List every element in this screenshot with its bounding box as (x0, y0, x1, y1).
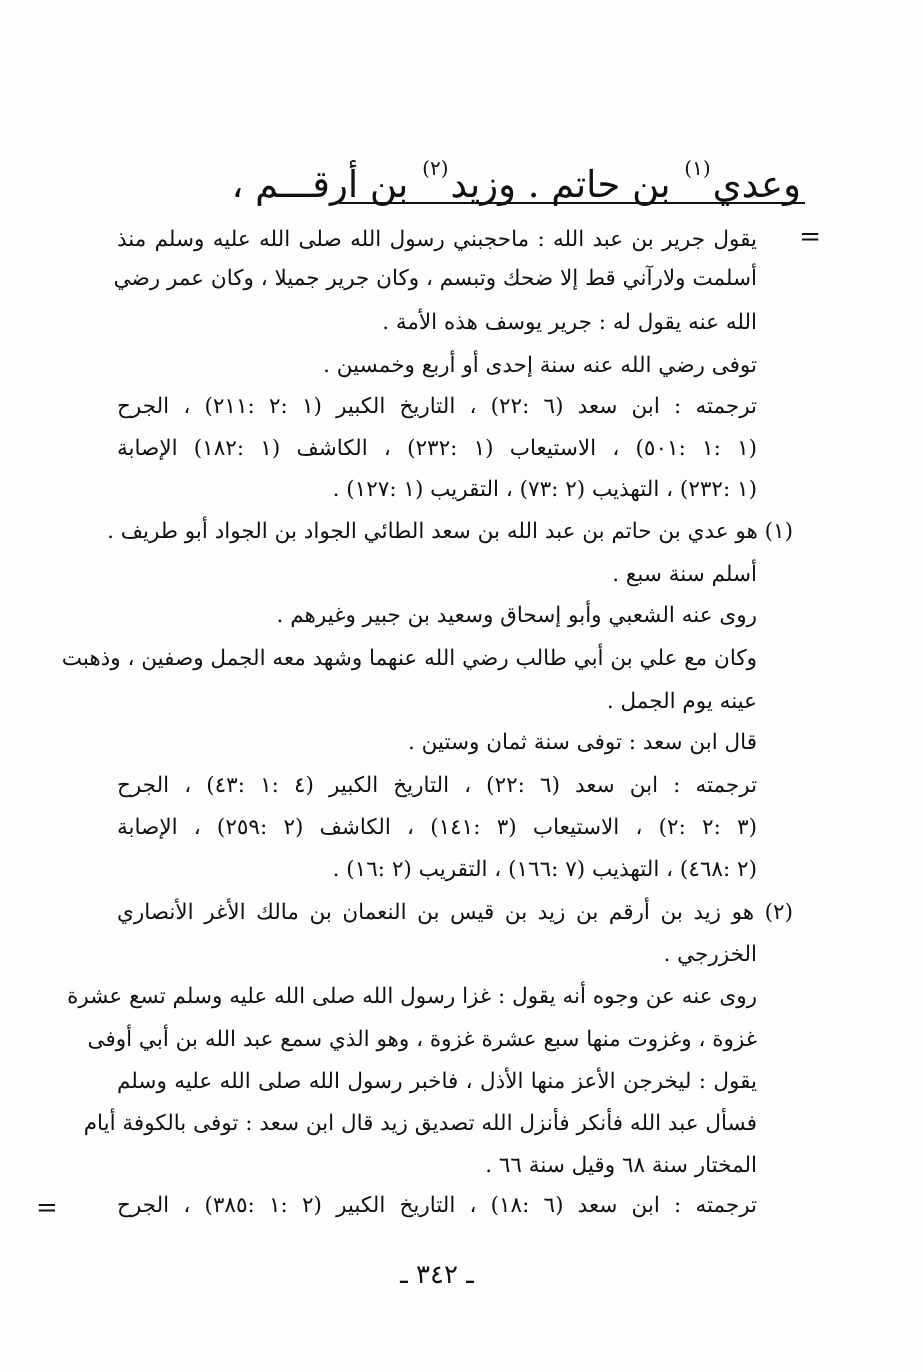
text-line: ترجمته : ابن سعد (٦ :٢٢) ، التاريخ الكبير (١ :٢ :٢١١) ، الجرح (117, 394, 758, 419)
text-line: يقول : ليخرجن الأعز منها الأذل ، فاخبر رسول الله صلى الله عليه وسلم (117, 1069, 757, 1094)
text-line: روى عنه الشعبي وأبو إسحاق وسعيد بن جبير وغيرهم . (276, 603, 757, 628)
heading-suffix: بن أرقـــم ، (231, 163, 409, 206)
text-line: ترجمته : ابن سعد (٦ :٢٢) ، التاريخ الكبير (٤ :١ :٤٣) ، الجرح (117, 773, 758, 798)
page-number: ـ ٣٤٢ ـ (400, 1260, 474, 1290)
text-line: (١ :١ :٥٠١) ، الاستيعاب (١ :٢٣٢) ، الكاشف (١ :١٨٢) الإصابة (117, 436, 758, 461)
heading-rule (339, 202, 805, 204)
text-line: وكان مع علي بن أبي طالب رضي الله عنهما وشهد معه الجمل وصفين ، وذهبت (61, 646, 757, 671)
text-line: (٢ :٤٦٨) ، التهذيب (٧ :١٦٦) ، التقريب (٢ :١٦) . (332, 857, 757, 882)
text-line: فسأل عبد الله فأنكر فأنزل الله تصديق زيد قال ابن سعد : توفى بالكوفة أيام (83, 1111, 757, 1136)
text-line: ترجمته : ابن سعد (٦ :١٨) ، التاريخ الكبير (٢ :١ :٣٨٥) ، الجرح (117, 1193, 758, 1218)
text-line: قال ابن سعد : توفى سنة ثمان وستين . (407, 730, 757, 755)
footnote-ref-2: (٢) (422, 156, 449, 180)
heading-prefix: وعدي (712, 163, 801, 206)
continuation-mark-top: = (799, 222, 821, 252)
footnote-2-line: (٢) هو زيد بن أرقم بن زيد بن قيس بن النعمان بن مالك الأغر الأنصاري (117, 900, 793, 925)
text-line: عينه يوم الجمل . (606, 689, 757, 714)
text-line: الله عنه يقول له : جرير يوسف هذه الأمة . (382, 310, 757, 335)
continuation-mark-bottom: = (36, 1193, 58, 1223)
text-line: أسلم سنة سبع . (612, 562, 757, 587)
text-line: يقول جرير بن عبد الله : ماحجبني رسول الله صلى الله عليه وسلم منذ (117, 227, 757, 252)
text-line: توفى رضي الله عنه سنة إحدى أو أربع وخمسين . (323, 353, 757, 378)
text-line: أسلمت ولارآني قط إلا ضحك وتبسم ، وكان جرير جميلا ، وكان عمر رضي (113, 266, 757, 291)
text-line: (٣ :٢ :٢) ، الاستيعاب (٣ :١٤١) ، الكاشف (٢ :٢٥٩) ، الإصابة (117, 815, 758, 840)
text-line: المختار سنة ٦٨ وقيل سنة ٦٦ . (485, 1153, 757, 1178)
text-line: الخزرجي . (663, 942, 757, 967)
footnote-ref-1: (١) (684, 156, 711, 180)
text-line: غزوة ، وغزوت منها سبع عشرة غزوة ، وهو الذي سمع عبد الله بن أبي أوفى (87, 1027, 757, 1052)
heading-middle: بن حاتم . وزيد (450, 163, 671, 206)
text-line: روى عنه عن وجوه أنه يقول : غزا رسول الله صلى الله عليه وسلم تسع عشرة (67, 984, 757, 1009)
footnote-1-line: (١) هو عدي بن حاتم بن عبد الله بن سعد الطائي الجواد بن الجواد أبو طريف . (107, 519, 793, 544)
text-line: (١ :٢٣٢) ، التهذيب (٢ :٧٣) ، التقريب (١ :١٢٧) . (332, 477, 757, 502)
